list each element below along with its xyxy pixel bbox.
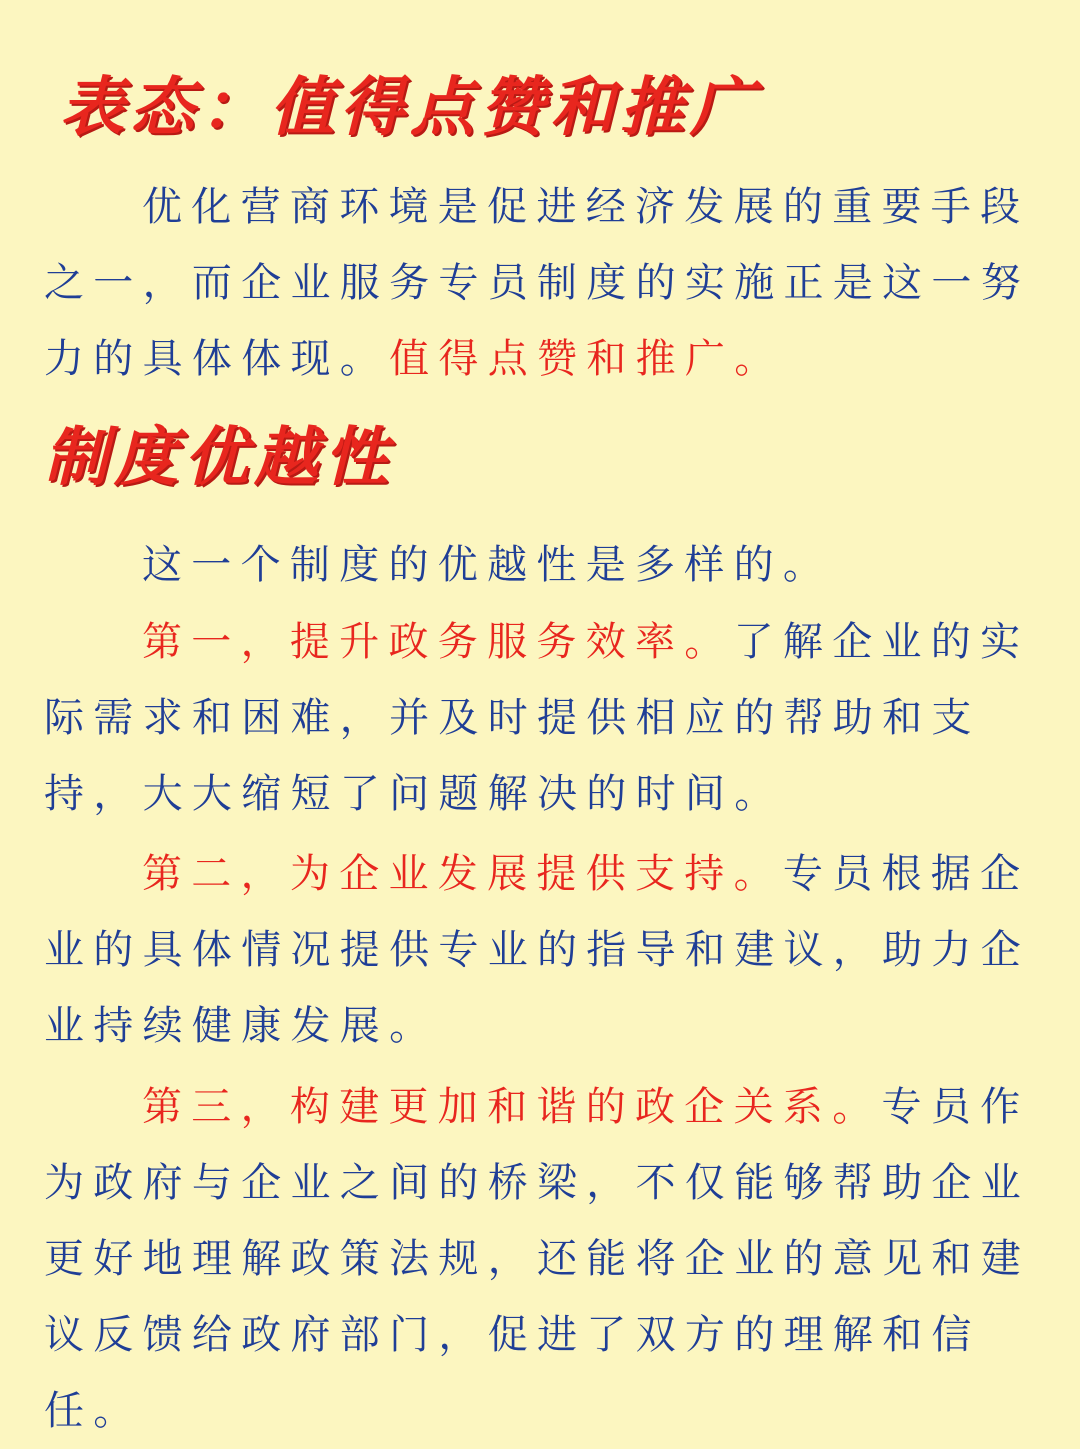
advantage-heading: 制度优越性 <box>44 421 394 495</box>
point-1-title: 第一，提升政务服务效率。 <box>142 619 734 665</box>
intro-highlight: 值得点赞和推广。 <box>389 336 784 382</box>
intro-text: 优化营商环境是促进经济发展的重要手段之一，而企业服务专员制度的实施正是这一努力的具体体现。 <box>44 184 1030 382</box>
point-3-body: 专员作为政府与企业之间的桥梁，不仅能够帮助企业更好地理解政策法规，还能将企业的意见和建议反馈给政府部门，促进了双方的理解和信任。 <box>44 1084 1030 1434</box>
point-2-paragraph <box>44 836 1040 1064</box>
point-2-body: 专员根据企业的具体情况提供专业的指导和建议，助力企业持续健康发展。 <box>44 851 1030 1049</box>
intro-paragraph <box>44 169 1040 397</box>
point-1-body: 了解企业的实际需求和困难，并及时提供相应的帮助和支持，大大缩短了问题解决的时间。 <box>44 619 1030 817</box>
point-2-title: 第二，为企业发展提供支持。 <box>142 851 783 897</box>
advantage-intro-paragraph: 这一个制度的优越性是多样的。 <box>142 542 833 588</box>
stance-heading: 表态：值得点赞和推广 <box>60 71 760 145</box>
point-3-paragraph <box>44 1069 1040 1449</box>
point-1-paragraph <box>44 604 1040 832</box>
point-3-title: 第三，构建更加和谐的政企关系。 <box>142 1084 882 1130</box>
